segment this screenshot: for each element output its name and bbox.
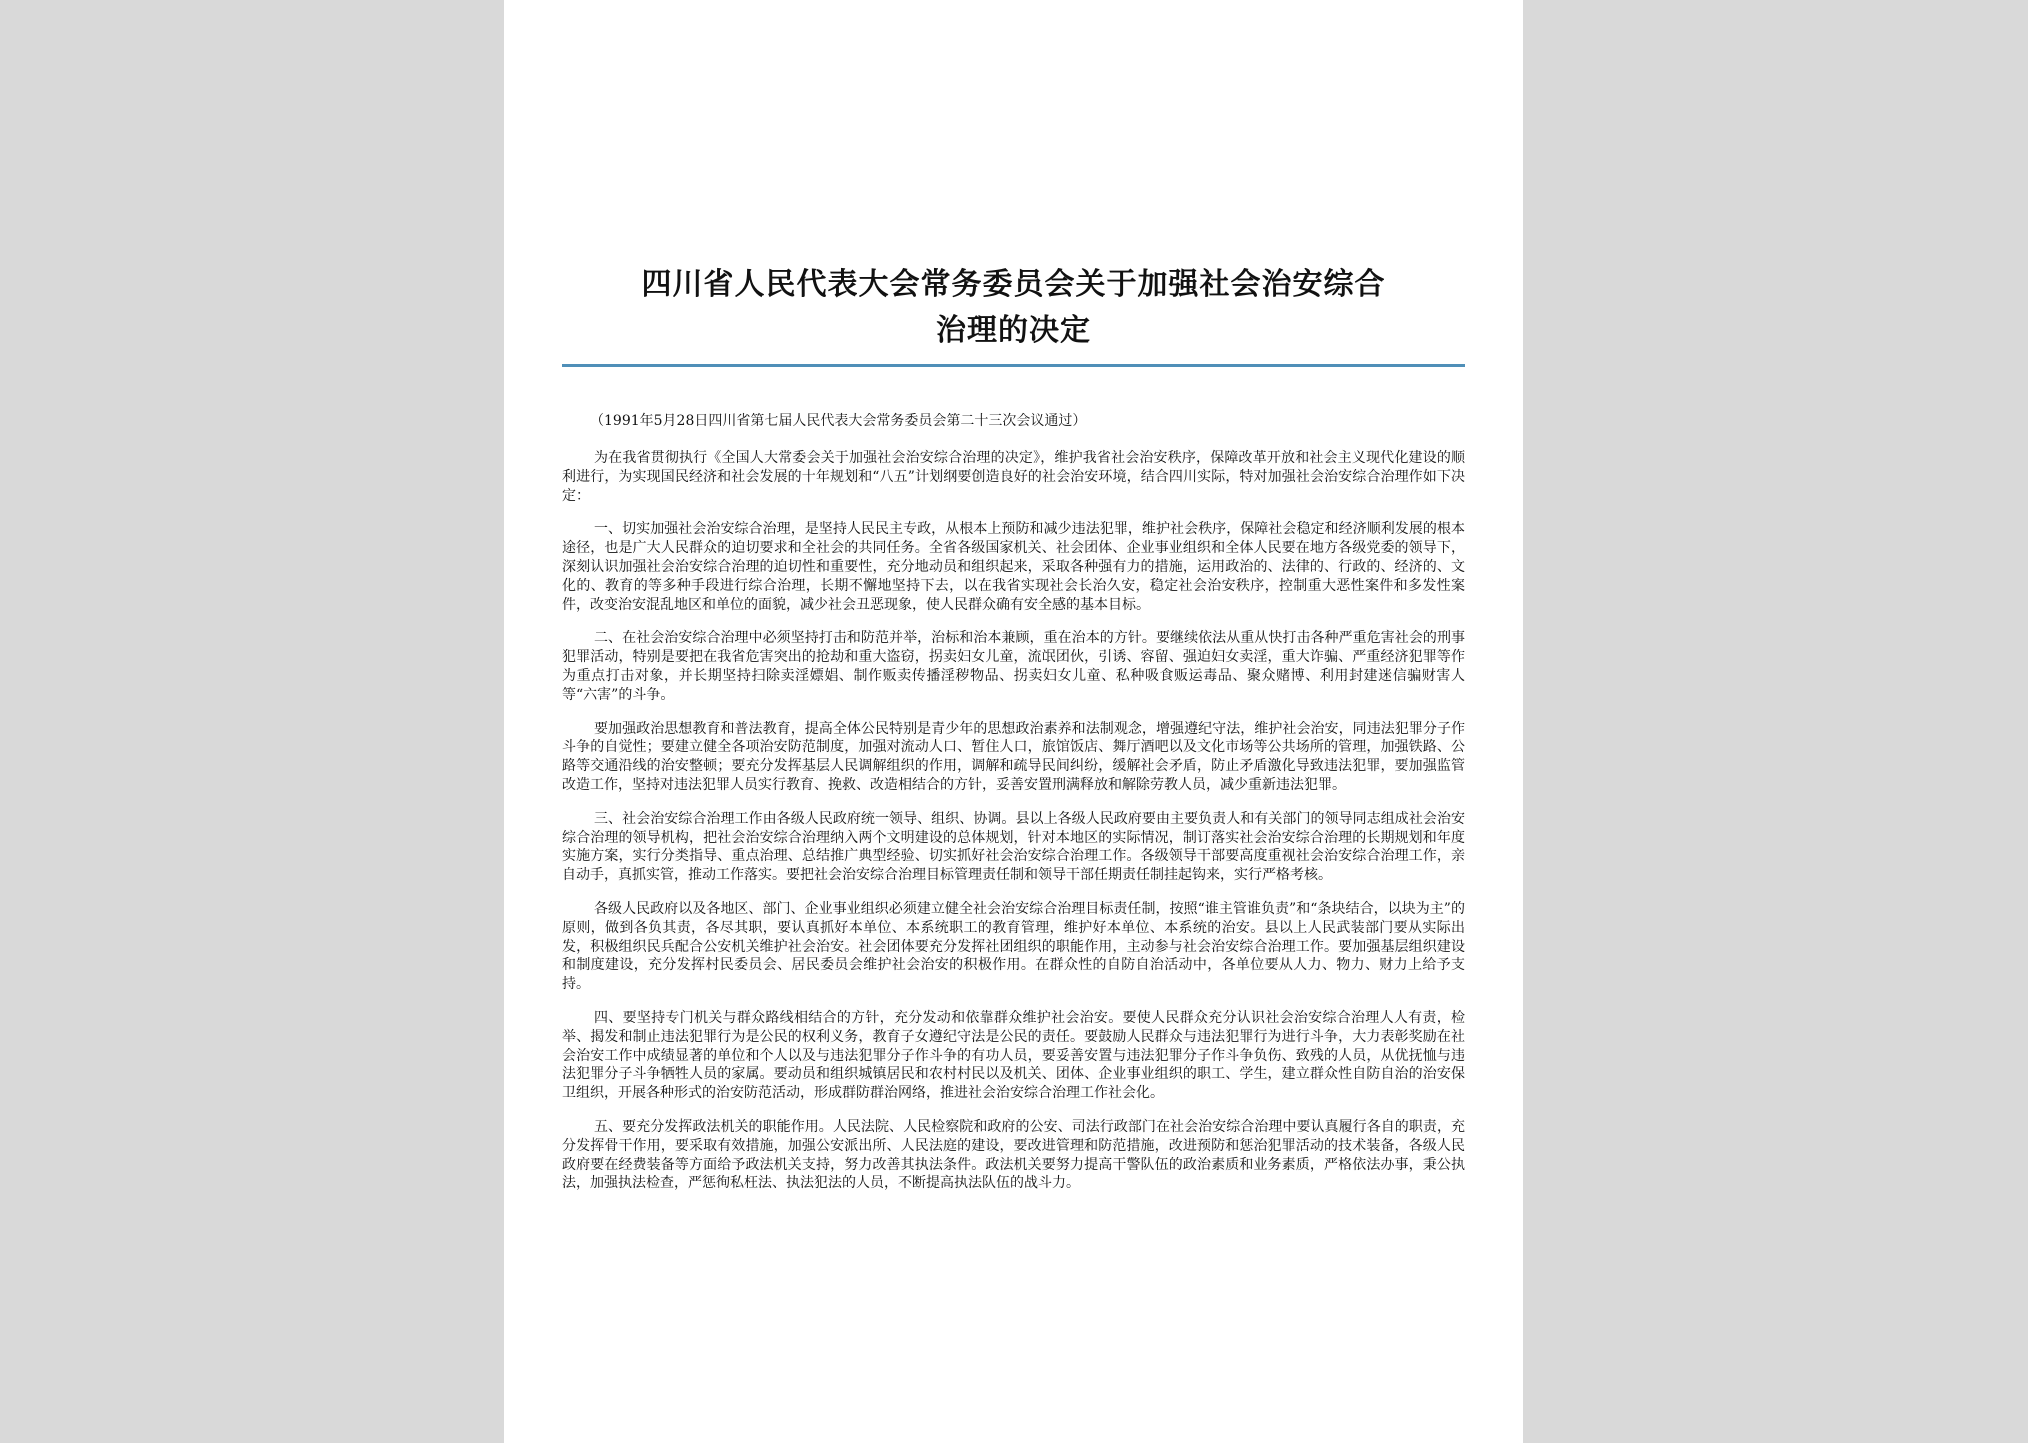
paragraph-section-3: 三、社会治安综合治理工作由各级人民政府统一领导、组织、协调。县以上各级人民政府要由主要负责人和有关部门的领导同志组成社会治安综合治理的领导机构，把社会治安综合治理纳入两个文明建设的总体规划，针对本地区的实际情况，制订落实社会治安综合治理的长期规划和年度实施方案，实行分类指导、重点治理、总结推广典型经验、切实抓好社会治安综合治理工作。各级领导干部要高度重视社会治安综合治理工作，亲自动手，真抓实管，推动工作落实。要把社会治安综合治理目标管理责任制和领导干部任期责任制挂起钩来，实行严格考核。 — [562, 810, 1465, 884]
paragraph-section-5: 五、要充分发挥政法机关的职能作用。人民法院、人民检察院和政府的公安、司法行政部门在社会治安综合治理中要认真履行各自的职责，充分发挥骨干作用，要采取有效措施，加强公安派出所、人民法庭的建设，要改进管理和防范措施，改进预防和惩治犯罪活动的技术装备，各级人民政府要在经费装备等方面给予政法机关支持，努力改善其执法条件。政法机关要努力提高干警队伍的政治素质和业务素质，严格依法办事，秉公执法，加强执法检查，严惩徇私枉法、执法犯法的人员，不断提高执法队伍的战斗力。 — [562, 1118, 1465, 1192]
document-body — [562, 449, 1465, 1193]
document-page — [504, 0, 1523, 1443]
paragraph-section-2: 二、在社会治安综合治理中必须坚持打击和防范并举，治标和治本兼顾，重在治本的方针。要继续依法从重从快打击各种严重危害社会的刑事犯罪活动，特别是要把在我省危害突出的抢劫和重大盗窃，拐卖妇女儿童，流氓团伙，引诱、容留、强迫妇女卖淫，重大诈骗、严重经济犯罪等作为重点打击对象，并长期坚持扫除卖淫嫖娼、制作贩卖传播淫秽物品、拐卖妇女儿童、私种吸食贩运毒品、聚众赌博、利用封建迷信骗财害人等“六害”的斗争。 — [562, 630, 1465, 703]
title-line-2: 治理的决定 — [936, 313, 1091, 348]
paragraph-section-1: 一、切实加强社会治安综合治理，是坚持人民民主专政，从根本上预防和减少违法犯罪，维护社会秩序，保障社会稳定和经济顺利发展的根本途径，也是广大人民群众的迫切要求和全社会的共同任务。全省各级国家机关、社会团体、企业事业组织和全体人民要在地方各级党委的领导下，深刻认识加强社会治安综合治理的迫切性和重要性，充分地动员和组织起来，采取各种强有力的措施，运用政治的、法律的、行政的、经济的、文化的、教育的等多种手段进行综合治理，长期不懈地坚持下去，以在我省实现社会长治久安，稳定社会治安秩序，控制重大恶性案件和多发性案件，改变治安混乱地区和单位的面貌，减少社会丑恶现象，使人民群众确有安全感的基本目标。 — [562, 521, 1465, 613]
title-underline — [562, 364, 1465, 367]
title-line-1: 四川省人民代表大会常务委员会关于加强社会治安综合 — [641, 267, 1386, 302]
document-title — [562, 262, 1465, 354]
adoption-note: （1991年5月28日四川省第七届人民代表大会常务委员会第二十三次会议通过） — [590, 413, 1087, 429]
paragraph-section-2-cont: 要加强政治思想教育和普法教育，提高全体公民特别是青少年的思想政治素养和法制观念，增强遵纪守法，维护社会治安，同违法犯罪分子作斗争的自觉性；要建立健全各项治安防范制度，加强对流动人口、暂住人口，旅馆饭店、舞厅酒吧以及文化市场等公共场所的管理，加强铁路、公路等交通沿线的治安整顿；要充分发挥基层人民调解组织的作用，调解和疏导民间纠纷，缓解社会矛盾，防止矛盾激化导致违法犯罪，要加强监管改造工作，坚持对违法犯罪人员实行教育、挽救、改造相结合的方针，妥善安置刑满释放和解除劳教人员，减少重新违法犯罪。 — [562, 720, 1465, 793]
paragraph-preamble: 为在我省贯彻执行《全国人大常委会关于加强社会治安综合治理的决定》，维护我省社会治安秩序，保障改革开放和社会主义现代化建设的顺利进行，为实现国民经济和社会发展的十年规划和“八五”计划纲要创造良好的社会治安环境，结合四川实际，特对加强社会治安综合治理作如下决定： — [562, 450, 1465, 504]
paragraph-section-4: 四、要坚持专门机关与群众路线相结合的方针，充分发动和依靠群众维护社会治安。要使人民群众充分认识社会治安综合治理人人有责，检举、揭发和制止违法犯罪行为是公民的权利义务，教育子女遵纪守法是公民的责任。要鼓励人民群众与违法犯罪行为进行斗争，大力表彰奖励在社会治安工作中成绩显著的单位和个人以及与违法犯罪分子作斗争的有功人员，要妥善安置与违法犯罪分子作斗争负伤、致残的人员，从优抚恤与违法犯罪分子斗争牺牲人员的家属。要动员和组织城镇居民和农村村民以及机关、团体、企业事业组织的职工、学生，建立群众性自防自治的治安保卫组织，开展各种形式的治安防范活动，形成群防群治网络，推进社会治安综合治理工作社会化。 — [562, 1009, 1465, 1102]
paragraph-section-3-cont: 各级人民政府以及各地区、部门、企业事业组织必须建立健全社会治安综合治理目标责任制，按照“谁主管谁负责”和“条块结合，以块为主”的原则，做到各负其责，各尽其职，要认真抓好本单位、本系统职工的教育管理，维护好本单位、本系统的治安。县以上人民武装部门要从实际出发，积极组织民兵配合公安机关维护社会治安。社会团体要充分发挥社团组织的职能作用，主动参与社会治安综合治理工作。要加强基层组织建设和制度建设，充分发挥村民委员会、居民委员会维护社会治安的积极作用。在群众性的自防自治活动中，各单位要从人力、物力、财力上给予支持。 — [562, 900, 1465, 993]
